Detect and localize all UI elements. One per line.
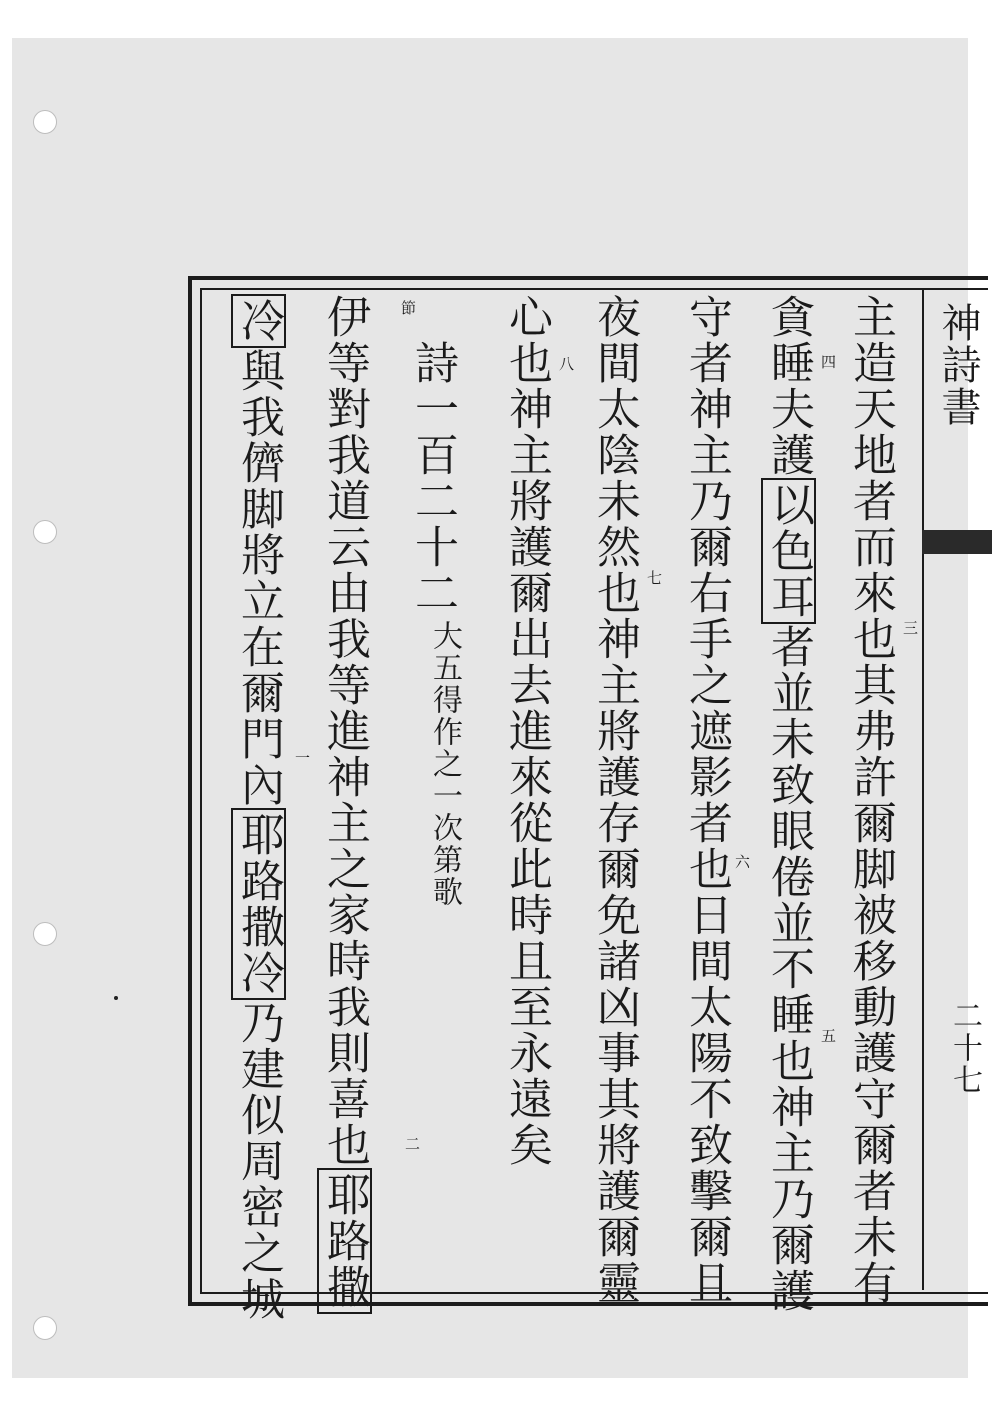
column-7-part-1: 伊等對我道云由我等進神主之家時我則喜也: [319, 294, 370, 1168]
boxed-term: 耶路撒冷: [231, 808, 286, 1000]
column-2-part-1: 貪睡夫護: [763, 294, 814, 478]
boxed-term: 耶路撒: [317, 1168, 372, 1314]
psalm-subtitle: 大五得作之一次第歌: [427, 620, 462, 908]
printed-page-frame: [188, 276, 988, 1322]
speck: [114, 996, 118, 1000]
column-8-part-1: 與我儕脚將立在爾門內: [233, 348, 284, 808]
verse-marker: 七: [645, 570, 663, 585]
boxed-term: 以色耳: [761, 478, 816, 624]
verse-marker: 八: [557, 356, 575, 371]
verse-marker: 三: [901, 620, 919, 635]
verse-marker: 二: [403, 1136, 421, 1151]
text-column-2: [758, 294, 818, 1314]
column-8-part-2: 乃建似周密之城: [233, 1000, 284, 1322]
text-column-8: [228, 294, 288, 1322]
verse-marker: 四: [819, 354, 837, 369]
verse-marker-jie: 節: [399, 300, 417, 315]
fishtail-mark: [922, 530, 992, 554]
verse-marker: 五: [819, 1028, 837, 1043]
text-column-3: 守者神主乃爾右手之遮影者也日間太陽不致擊爾且: [681, 294, 732, 1306]
boxed-term: 冷: [231, 294, 286, 348]
column-2-part-2: 者並未致眼倦並不睡也神主乃爾護: [763, 624, 814, 1314]
text-column-7: [314, 294, 374, 1314]
verse-marker: 六: [733, 854, 751, 869]
text-column-5: 心也神主將護爾出去進來從此時且至永遠矣: [501, 294, 552, 1168]
page-number: 二十七: [947, 1000, 982, 1096]
page-header-title: 神詩書: [935, 302, 981, 428]
psalm-heading: 詩一百二十二: [407, 340, 458, 616]
text-column-4: 夜間太陰未然也神主將護存爾免諸凶事其將護爾靈: [589, 294, 640, 1306]
verse-marker: 一: [293, 750, 311, 765]
punch-hole: [33, 110, 57, 134]
punch-hole: [33, 520, 57, 544]
margin-rule: [922, 290, 924, 1290]
punch-hole: [33, 922, 57, 946]
text-column-1: 主造天地者而來也其弗許爾脚被移動護守爾者未有: [845, 294, 896, 1306]
punch-hole: [33, 1316, 57, 1340]
